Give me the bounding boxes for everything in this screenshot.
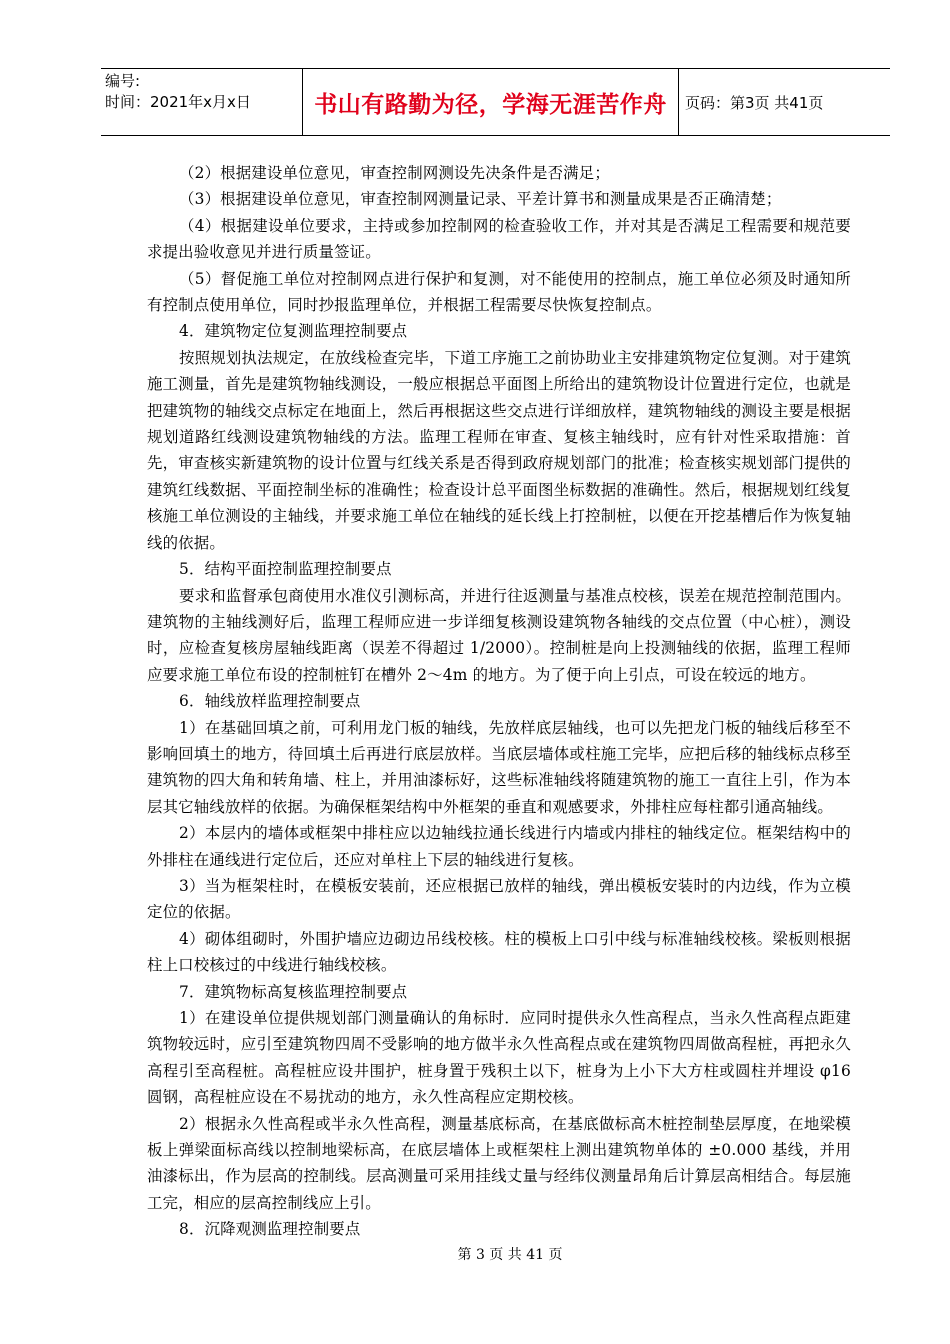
paragraph: （4）根据建设单位要求，主持或参加控制网的检查验收工作，并对其是否满足工程需要和规范要求提出验收意见并进行质量签证。 <box>147 216 851 262</box>
paragraph: 1）在基础回填之前，可利用龙门板的轴线，先放样底层轴线，也可以先把龙门板的轴线后移至不影响回填土的地方，待回填土后再进行底层放样。当底层墙体或柱施工完毕，应把后移的轴线标点移至建筑物的四大角和转角墙、柱上，并用油漆标好，这些标准轴线将随建筑物的施工一直往上引，作为本层其它轴线放样的依据。为确保框架结构中外框架的垂直和观感要求，外排柱应每柱都引通高轴线。 <box>147 718 851 816</box>
header-info <box>101 69 302 135</box>
page-footer: 第 3 页 共 41 页 <box>457 1247 563 1263</box>
page-header <box>101 68 890 136</box>
paragraph: （5）督促施工单位对控制网点进行保护和复测，对不能使用的控制点，施工单位必须及时通知所有控制点使用单位，同时抄报监理单位，并根据工程需要尽快恢复控制点。 <box>147 269 851 315</box>
header-motto: 书山有路勤为径，学海无涯苦作舟 <box>302 69 679 135</box>
section-heading: 5．结构平面控制监理控制要点 <box>179 560 392 579</box>
paragraph: 3）当为框架柱时，在模板安装前，还应根据已放样的轴线，弹出模板安装时的内边线，作为立模定位的依据。 <box>147 876 851 922</box>
paragraph: 4）砌体组砌时，外围护墙应边砌边吊线校核。柱的模板上口引中线与标准轴线校核。梁板则根据柱上口校核过的中线进行轴线校核。 <box>147 929 851 975</box>
section-heading: 8．沉降观测监理控制要点 <box>179 1220 361 1239</box>
paragraph: 2）根据永久性高程或半永久性高程，测量基底标高，在基底做标高木桩控制垫层厚度，在地梁模板上弹梁面标高线以控制地梁标高，在底层墙体上或框架柱上测出建筑物单体的 ±0.000 基线，并用油漆标出，作为层高的控制线。层高测量可采用挂线丈量与经纬仪测量昂角后计算层高相结合。每层施工完，相应的层高控制线应上引。 <box>147 1114 851 1212</box>
paragraph: 2）本层内的墙体或框架中排柱应以边轴线拉通长线进行内墙或内排柱的轴线定位。框架结构中的外排柱在通线进行定位后，还应对单柱上下层的轴线进行复核。 <box>147 824 851 869</box>
header-page-info: 页码：第3页 共41页 <box>685 93 824 112</box>
document-number-label: 编号: <box>105 72 141 90</box>
section-heading: 6．轴线放样监理控制要点 <box>179 692 361 711</box>
document-body <box>147 160 851 1243</box>
section-heading: 7．建筑物标高复核监理控制要点 <box>179 982 408 1001</box>
section-heading: 4．建筑物定位复测监理控制要点 <box>179 322 408 341</box>
paragraph: （3）根据建设单位意见，审查控制网测量记录、平差计算书和测量成果是否正确清楚； <box>179 190 782 209</box>
paragraph: 要求和监督承包商使用水准仪引测标高，并进行往返测量与基准点校核，误差在规范控制范围内。建筑物的主轴线测好后，监理工程师应进一步详细复核测设建筑物各轴线的交点位置（中心桩），测设时，应检查复核房屋轴线距离（误差不得超过 1/2000）。控制桩是向上投测轴线的依据，监理工程师应要求施工单位布设的控制桩钉在槽外 2～4m 的地方。为了便于向上引点，可设在较远的地方。 <box>147 586 851 684</box>
paragraph: 按照规划执法规定，在放线检查完毕，下道工序施工之前协助业主安排建筑物定位复测。对于建筑施工测量，首先是建筑物轴线测设，一般应根据总平面图上所给出的建筑物设计位置进行定位，也就是把建筑物的轴线交点标定在地面上，然后再根据这些交点进行详细放样，建筑物轴线的测设主要是根据规划道路红线测设建筑物轴线的方法。监理工程师在审查、复核主轴线时，应有针对性采取措施：首先，审查核实新建筑物的设计位置与红线关系是否得到政府规划部门的批准；检查核实规划部门提供的建筑红线数据、平面控制坐标的准确性；检查设计总平面图坐标数据的准确性。然后，根据规划红线复核施工单位测设的主轴线，并要求施工单位在轴线的延长线上打控制桩，以便在开挖基槽后作为恢复轴线的依据。 <box>147 348 851 552</box>
paragraph: （2）根据建设单位意见，审查控制网测设先决条件是否满足； <box>179 164 610 182</box>
paragraph: 1）在建设单位提供规划部门测量确认的角标时．应同时提供永久性高程点，当永久性高程点距建筑物较远时，应引至建筑物四周不受影响的地方做半永久性高程点或在建筑物四周做高程桩，再把永久高程引至高程桩。高程桩应设井围护，桩身置于残积土以下，桩身为上小下大方柱或圆柱并埋设 φ16 圆钢，高程桩应设在不易扰动的地方，永久性高程应定期校核。 <box>147 1009 852 1107</box>
document-date: 时间：2021年x月x日 <box>105 93 251 111</box>
